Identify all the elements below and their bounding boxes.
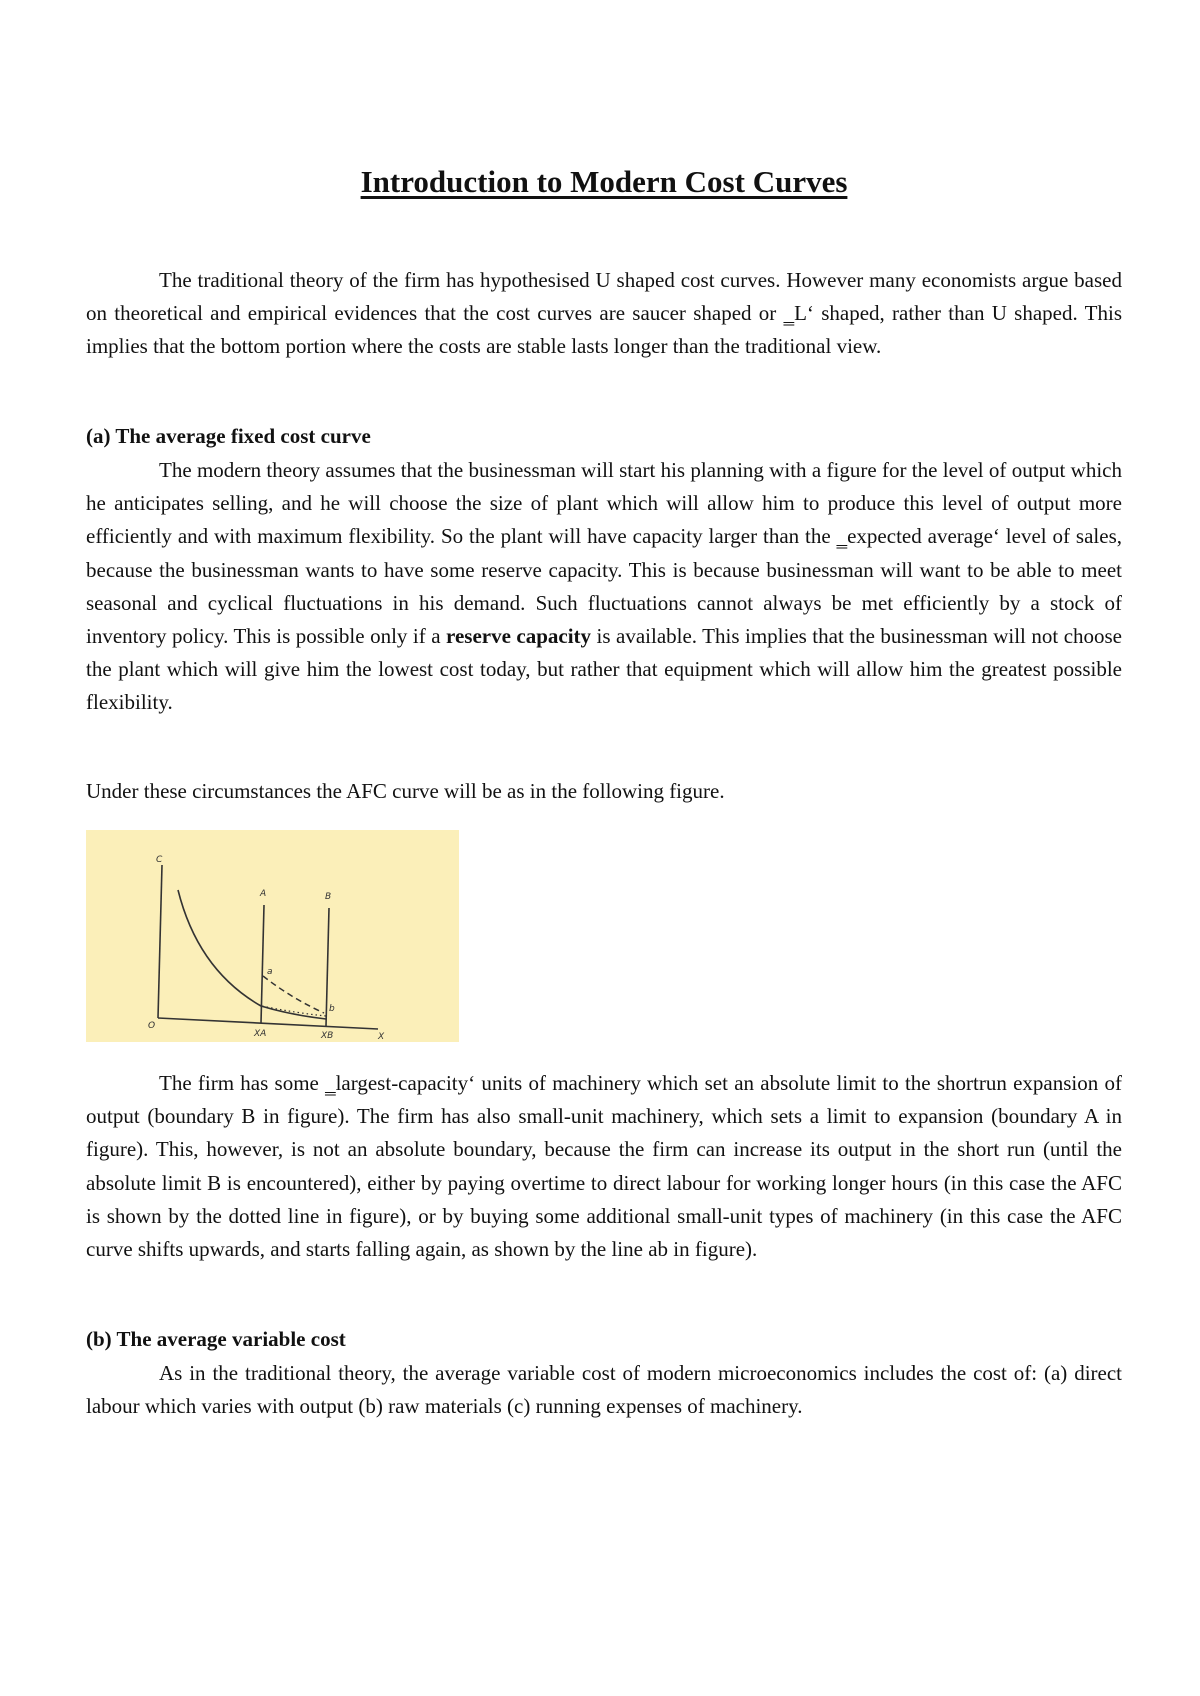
section-a-heading: (a) The average fixed cost curve [86,424,371,448]
x-axis-label: X [378,1032,385,1042]
y-axis [158,865,162,1018]
afc-curve [178,890,326,1019]
section-b-heading: (b) The average variable cost [86,1327,346,1351]
section-a-paragraph [86,454,1122,720]
point-b-label: b [329,1004,335,1014]
afc-curve-diagram [86,830,459,1042]
point-a-label: a [267,967,273,977]
section-a-text-part2: is available. This implies that the businessman will not choose the plant which will give him the lowest cost today, but rather that equipment which will allow him the greatest possible flexibility. [86,624,1123,715]
origin-label: O [148,1021,156,1031]
reserve-capacity-term: reserve capacity [446,624,592,649]
section-a-text-part1: The modern theory assumes that the businessman will start his planning with a figure for the level of output which he anticipates selling, and he will choose the size of plant which will allow him to produce this level of output more efficiently and with maximum flexibility. So the plant will have capacity larger than the ‗expected average‘ level of sales, because the businessman wants to have some reserve capacity. This is because businessman will want to be able to meet seasonal and cyclical fluctuations in his demand. Such fluctuations cannot always be met efficiently by a stock of inventory policy. This is possible only if a [86,458,1122,649]
section-b-paragraph: As in the traditional theory, the average variable cost of modern microeconomics includes the cost of: (a) direct labour which varies with output (b) raw materials (c) running expenses of machinery. [86,1361,1122,1419]
xb-label: XB [321,1031,334,1041]
after-figure-paragraph: The firm has some ‗largest-capacity‘ units of machinery which set an absolute limit to the shortrun expansion of output (boundary B in figure). The firm has also small-unit machinery, which sets a limit to expansion (boundary A in figure). This, however, is not an absolute boundary, because the firm can increase its output in the short run (until the absolute limit B is encountered), either by paying overtime to direct labour for working longer hours (in this case the AFC is shown by the dotted line in figure), or by buying some additional small-unit types of machinery (in this case the AFC curve shifts upwards, and starts falling again, as shown by the line ab in figure). [86,1071,1122,1262]
boundary-a-label: A [260,889,267,899]
intro-paragraph: The traditional theory of the firm has hypothesised U shaped cost curves. However many economists argue based on theoretical and empirical evidences that the cost curves are saucer shaped or ‗L‘ shaped, rather than U shaped. This implies that the bottom portion where the costs are stable lasts longer than the traditional view. [86,268,1122,359]
page-title: Introduction to Modern Cost Curves [360,164,848,199]
xa-label: XA [254,1029,267,1039]
y-axis-label: C [156,855,163,865]
x-axis [158,1018,378,1029]
afc-curve-figure [86,830,459,1042]
boundary-b-label: B [325,892,332,902]
figure-intro-text: Under these circumstances the AFC curve will be as in the following figure. [86,779,725,803]
